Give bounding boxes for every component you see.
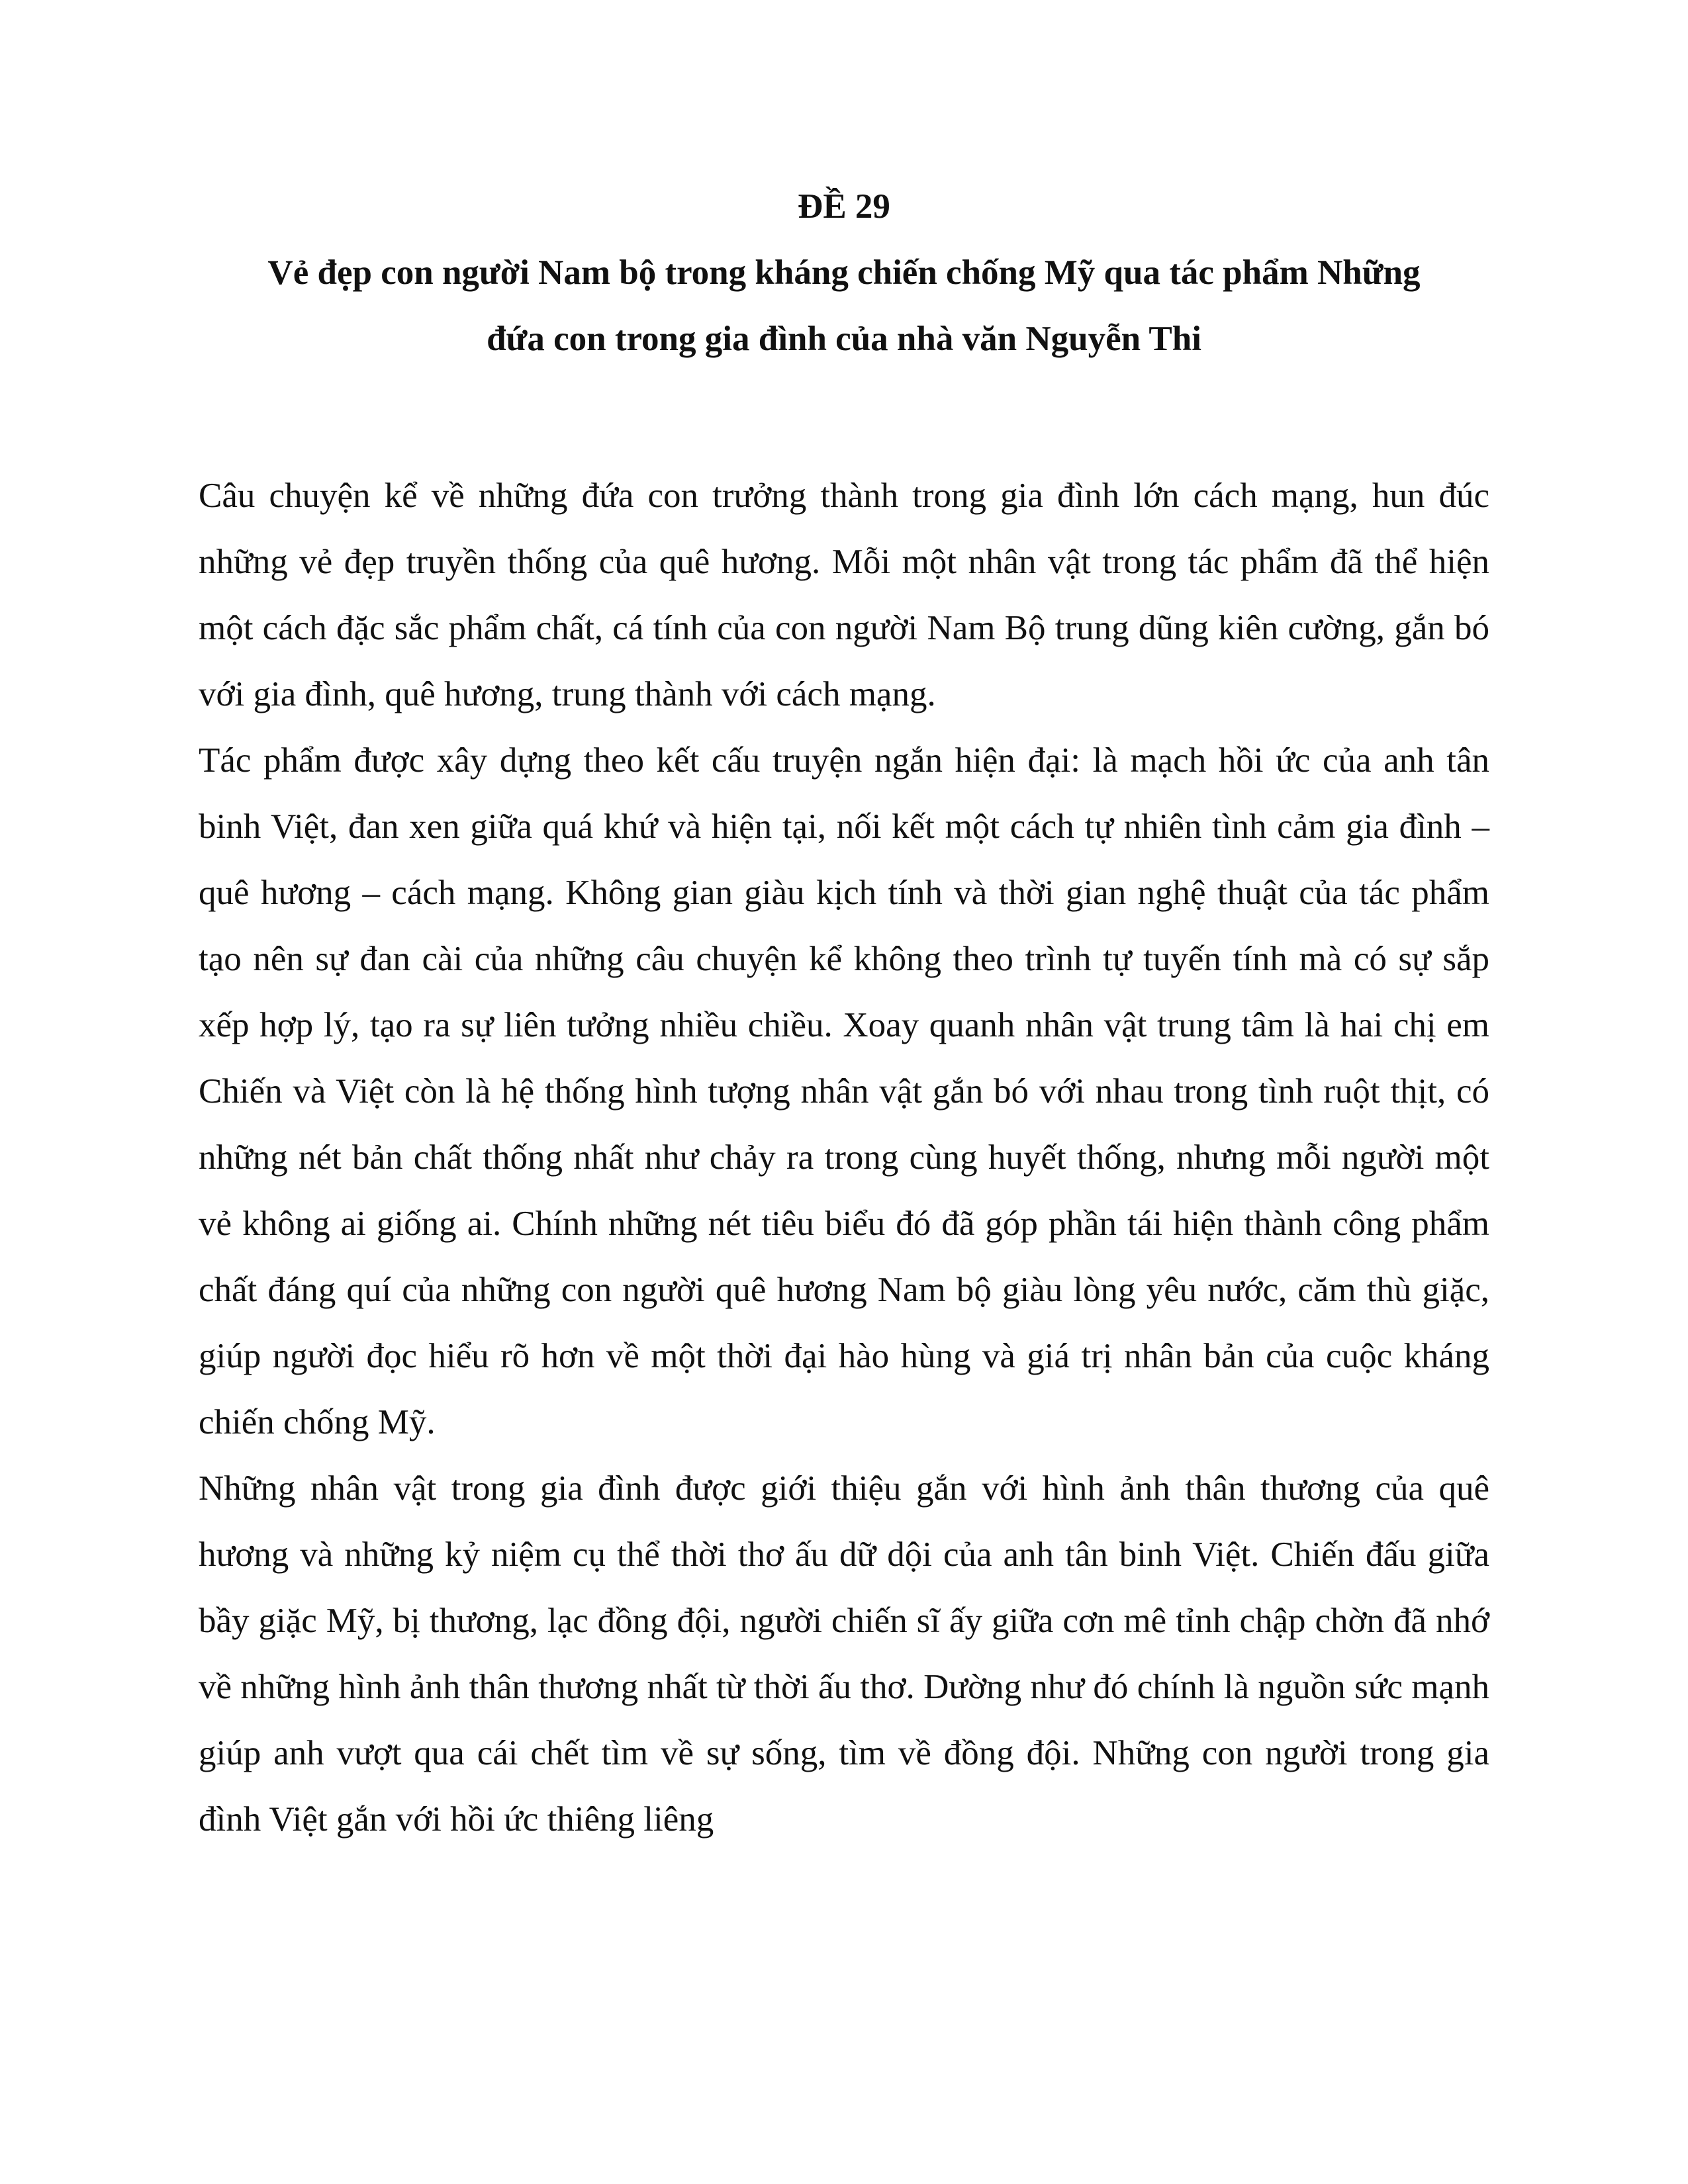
paragraph-2: Tác phẩm được xây dựng theo kết cấu truyện ngắn hiện đại: là mạch hồi ức của anh tân binh Việt, đan xen giữa quá khứ và hiện tại, nối kết một cách tự nhiên tình cảm gia đình – quê hương – cách mạng. Không gian giàu kịch tính và thời gian nghệ thuật của tác phẩm tạo nên sự đan cài của những câu chuyện kể không theo trình tự tuyến tính mà có sự sắp xếp hợp lý, tạo ra sự liên tưởng nhiều chiều. Xoay quanh nhân vật trung tâm là hai chị em Chiến và Việt còn là hệ thống hình tượng nhân vật gắn bó với nhau trong tình ruột thịt, có những nét bản chất thống nhất như chảy ra trong cùng huyết thống, nhưng mỗi người một vẻ không ai giống ai. Chính những nét tiêu biểu đó đã góp phần tái hiện thành công phẩm chất đáng quí của những con người quê hương Nam bộ giàu lòng yêu nước, căm thù giặc, giúp người đọc hiểu rõ hơn về một thời đại hào hùng và giá trị nhân bản của cuộc kháng chiến chống Mỹ. [199,741,1489,1441]
exam-number-heading: ĐỀ 29 [798,187,890,226]
essay-body [199,463,1489,1852]
paragraph-1: Câu chuyện kể về những đứa con trưởng thành trong gia đình lớn cách mạng, hun đúc những vẻ đẹp truyền thống của quê hương. Mỗi một nhân vật trong tác phẩm đã thể hiện một cách đặc sắc phẩm chất, cá tính của con người Nam Bộ trung dũng kiên cường, gắn bó với gia đình, quê hương, trung thành với cách mạng. [199,477,1489,713]
paragraph-3: Những nhân vật trong gia đình được giới thiệu gắn với hình ảnh thân thương của quê hương và những kỷ niệm cụ thể thời thơ ấu dữ dội của anh tân binh Việt. Chiến đấu giữa bầy giặc Mỹ, bị thương, lạc đồng đội, người chiến sĩ ấy giữa cơn mê tỉnh chập chờn đã nhớ về những hình ảnh thân thương nhất từ thời ấu thơ. Dường như đó chính là nguồn sức mạnh giúp anh vượt qua cái chết tìm về sự sống, tìm về đồng đội. Những con người trong gia đình Việt gắn với hồi ức thiêng liêng [199,1469,1489,1839]
essay-title-line-2: đứa con trong gia đình của nhà văn Nguyễn Thi [487,320,1201,358]
essay-title [199,240,1489,372]
essay-title-line-1: Vẻ đẹp con người Nam bộ trong kháng chiến chống Mỹ qua tác phẩm Những [267,253,1421,292]
